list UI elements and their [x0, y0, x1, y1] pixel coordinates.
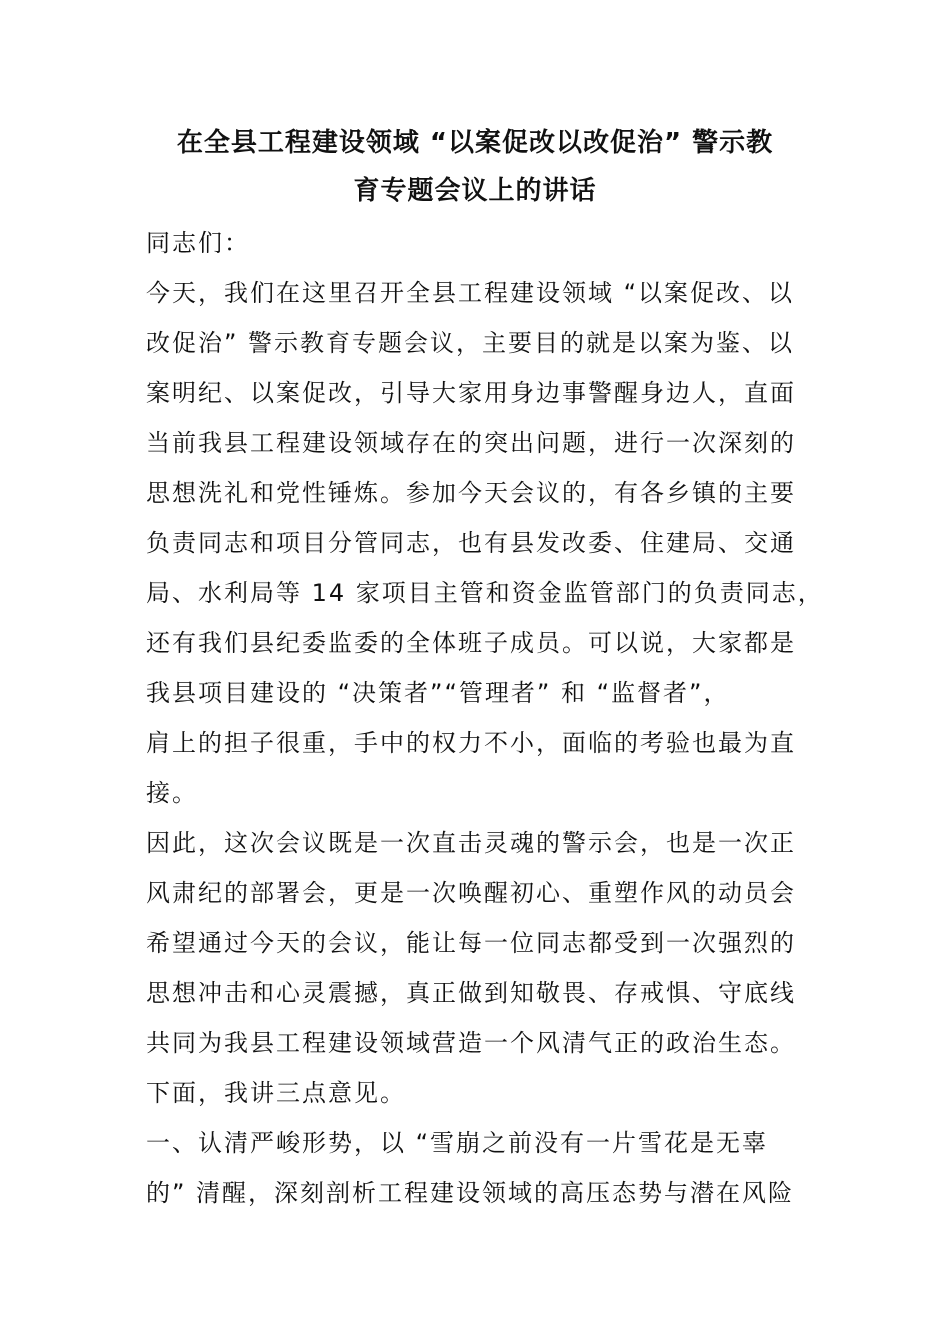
paragraph-1-line-5: 思想洗礼和党性锤炼。参加今天会议的，有各乡镇的主要: [146, 479, 796, 507]
paragraph-2-line-4: 思想冲击和心灵震撼，真正做到知敬畏、存戒惧、守底线: [146, 979, 796, 1007]
paragraph-1-line-6: 负责同志和项目分管同志，也有县发改委、住建局、交通: [146, 529, 796, 557]
paragraph-2-line-2: 风肃纪的部署会，更是一次唤醒初心、重塑作风的动员会: [146, 879, 796, 907]
paragraph-2-line-3: 希望通过今天的会议，能让每一位同志都受到一次强烈的: [146, 929, 796, 957]
paragraph-1-line-11: 接。: [146, 779, 198, 807]
paragraph-2-line-5: 共同为我县工程建设领域营造一个风清气正的政治生态。: [146, 1029, 796, 1057]
paragraph-1-line-4: 当前我县工程建设领域存在的突出问题，进行一次深刻的: [146, 429, 796, 457]
section-1-heading-line-1: 一、认清严峻形势，以 “雪崩之前没有一片雪花是无辜: [146, 1129, 769, 1157]
paragraph-1-line-2: 改促治” 警示教育专题会议，主要目的就是以案为鉴、以: [146, 329, 795, 357]
document-title-line-2: 育专题会议上的讲话: [353, 176, 597, 206]
paragraph-2-line-1: 因此，这次会议既是一次直击灵魂的警示会，也是一次正: [146, 829, 796, 857]
paragraph-1-line-7: 局、水利局等 14 家项目主管和资金监管部门的负责同志，: [146, 579, 824, 607]
paragraph-1-line-3: 案明纪、以案促改，引导大家用身边事警醒身边人，直面: [146, 379, 796, 407]
document-title-line-1: 在全县工程建设领域 “以案促改以改促治” 警示教: [176, 128, 774, 158]
paragraph-3-line-1: 下面，我讲三点意见。: [146, 1079, 406, 1107]
paragraph-1-line-8: 还有我们县纪委监委的全体班子成员。可以说，大家都是: [146, 629, 796, 657]
section-1-heading-line-2: 的” 清醒，深刻剖析工程建设领域的高压态势与潜在风险: [146, 1179, 795, 1207]
paragraph-1-line-1: 今天，我们在这里召开全县工程建设领域 “以案促改、以: [146, 279, 795, 307]
salutation: 同志们：: [146, 229, 250, 257]
paragraph-1-line-9: 我县项目建设的 “决策者”“管理者” 和 “监督者”，: [146, 679, 730, 707]
paragraph-1-line-10: 肩上的担子很重，手中的权力不小，面临的考验也最为直: [146, 729, 796, 757]
